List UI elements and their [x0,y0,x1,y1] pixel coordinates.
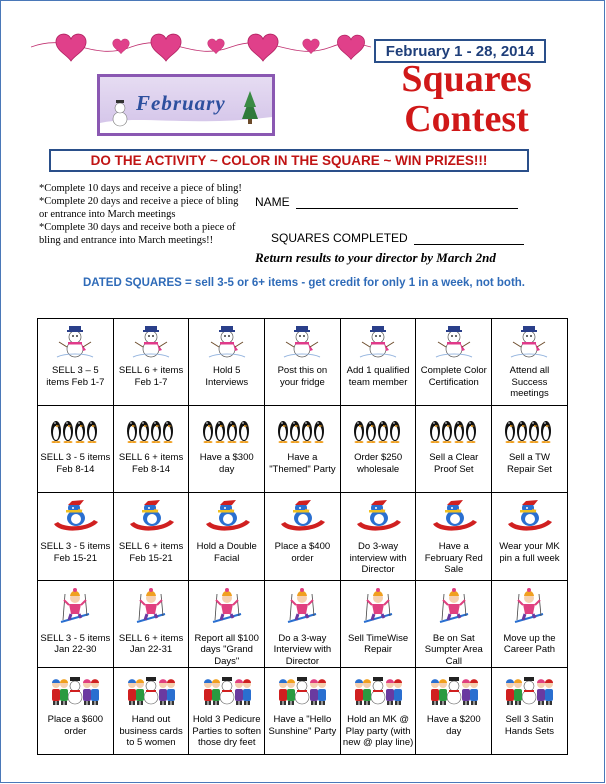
square-label: Hold an MK @ Play party (with new @ play line) [342,714,414,749]
square-label: Sell TimeWise Repair [348,632,409,656]
square-label: Have a "Themed" Party [269,452,336,475]
contest-square[interactable] [265,668,341,755]
contest-square[interactable] [340,319,416,406]
contest-square[interactable] [340,668,416,755]
rule-item: *Complete 10 days and receive a piece of bling! [39,183,242,194]
squares-completed-blank[interactable] [414,233,524,245]
contest-square[interactable] [416,668,492,755]
contest-square[interactable] [113,668,189,755]
contest-square[interactable] [38,668,114,755]
square-label: Order $250 wholesale [354,452,403,475]
grid-row [38,580,568,668]
square-label: Add 1 qualified team member [346,365,410,388]
rule-item: *Complete 30 days and receive both a piece of bling and entrance into March meetings!! [39,222,236,246]
penguin-sled-icon [116,498,187,539]
square-label: Do 3-way interview with Director [349,541,407,576]
penguins-icon [418,411,489,450]
square-label: Hold a Double Facial [196,541,257,564]
square-label: Move up the Career Path [503,632,556,656]
instruction-banner: DO THE ACTIVITY ~ COLOR IN THE SQUARE ~ WIN PRIZES!!! [49,149,529,172]
name-field[interactable] [255,195,518,209]
contest-square[interactable] [189,668,265,755]
contest-square[interactable] [340,493,416,580]
title-line-1: Squares [401,58,532,100]
snowman-icon [418,324,489,363]
skier-icon [40,586,111,631]
square-label: SELL 3 - 5 items Jan 22-30 [40,632,111,656]
square-label: Complete Color Certification [420,365,487,388]
penguins-icon [494,411,565,450]
contest-square[interactable] [113,493,189,580]
contest-square[interactable] [492,319,568,406]
contest-square[interactable] [189,319,265,406]
square-label: SELL 6 + items Jan 22-31 [118,632,184,656]
square-label: Sell a Clear Proof Set [429,452,479,475]
square-label: Hand out business cards to 5 women [119,714,183,749]
squares-grid [37,318,568,755]
grid-row [38,406,568,493]
square-label: SELL 6 + items Feb 1-7 [118,365,184,388]
contest-square[interactable] [340,406,416,493]
squares-completed-label: SQUARES COMPLETED [271,231,408,245]
name-blank[interactable] [296,197,518,209]
square-label: Wear your MK pin a full week [499,541,560,564]
grid-row [38,668,568,755]
penguin-sled-icon [40,498,111,539]
penguin-sled-icon [418,498,489,539]
snowman-icon [116,324,187,363]
penguin-sled-icon [267,498,338,539]
hearts-border-icon [31,27,371,67]
page-title [379,59,554,139]
contest-square[interactable] [113,319,189,406]
squares-completed-field[interactable] [271,231,524,245]
snowman-icon [191,324,262,363]
square-label: SELL 3 - 5 items Feb 8-14 [40,452,111,475]
contest-square[interactable] [38,319,114,406]
contest-square[interactable] [340,580,416,668]
february-banner-text: February [136,91,226,115]
contest-square[interactable] [416,319,492,406]
penguin-sled-icon [494,498,565,539]
contest-square[interactable] [38,406,114,493]
snowman-icon [267,324,338,363]
penguins-icon [343,411,414,450]
skier-icon [343,586,414,631]
name-label: NAME [255,195,290,209]
square-label: SELL 3 – 5 items Feb 1-7 [46,365,105,388]
penguins-icon [116,411,187,450]
square-label: Hold 3 Pedicure Parties to soften those dry feet [192,714,262,749]
penguins-icon [267,411,338,450]
contest-square[interactable] [265,319,341,406]
square-label: Attend all Success meetings [509,365,550,399]
square-label: SELL 3 - 5 items Feb 15-21 [40,541,111,564]
contest-square[interactable] [265,580,341,668]
rules-list [39,182,249,247]
skier-icon [191,586,262,631]
winter-kids-icon [494,673,565,712]
square-label: Be on Sat Sumpter Area Call [424,632,483,667]
snowman-icon [40,324,111,363]
contest-square[interactable] [38,493,114,580]
square-label: Place a $600 order [47,714,104,737]
square-label: Sell 3 Satin Hands Sets [504,714,555,737]
square-label: Have a "Hello Sunshine" Party [268,714,337,737]
square-label: Have a $200 day [426,714,481,737]
grid-row [38,319,568,406]
contest-square[interactable] [416,580,492,668]
contest-square[interactable] [189,493,265,580]
contest-square[interactable] [416,493,492,580]
snowman-icon [494,324,565,363]
contest-square[interactable] [492,406,568,493]
contest-square[interactable] [189,580,265,668]
square-label: Have a February Red Sale [424,541,483,576]
penguin-sled-icon [343,498,414,539]
title-line-2: Contest [404,98,529,140]
square-label: SELL 6 + items Feb 15-21 [118,541,184,564]
penguins-icon [40,411,111,450]
contest-square[interactable] [265,406,341,493]
dated-squares-note: DATED SQUARES = sell 3-5 or 6+ items - get credit for only 1 in a week, not both. [83,277,525,289]
square-label: Place a $400 order [274,541,331,564]
rule-item: *Complete 20 days and receive a piece of bling or entrance into March meetings [39,196,239,220]
february-banner [97,74,275,136]
square-label: SELL 6 + items Feb 8-14 [118,452,184,475]
square-label: Hold 5 Interviews [205,365,249,388]
return-note: Return results to your director by March 2nd [255,250,496,265]
date-range: February 1 - 28, 2014 [374,39,546,63]
skier-icon [116,586,187,631]
penguins-icon [191,411,262,450]
penguin-sled-icon [191,498,262,539]
winter-kids-icon [191,673,262,712]
skier-icon [418,586,489,631]
square-label: Sell a TW Repair Set [507,452,552,475]
square-label: Have a $300 day [199,452,254,475]
winter-kids-icon [267,673,338,712]
winter-kids-icon [40,673,111,712]
contest-square[interactable] [189,406,265,493]
contest-square[interactable] [113,580,189,668]
winter-kids-icon [116,673,187,712]
snowman-icon [343,324,414,363]
contest-square[interactable] [113,406,189,493]
skier-icon [494,586,565,631]
winter-kids-icon [418,673,489,712]
square-label: Report all $100 days "Grand Days" [194,632,259,667]
square-label: Post this on your fridge [277,365,328,388]
contest-square[interactable] [492,668,568,755]
grid-row [38,493,568,580]
contest-square[interactable] [38,580,114,668]
contest-square[interactable] [492,580,568,668]
contest-square[interactable] [265,493,341,580]
contest-square[interactable] [416,406,492,493]
square-label: Do a 3-way Interview with Director [273,632,332,667]
winter-kids-icon [343,673,414,712]
skier-icon [267,586,338,631]
contest-square[interactable] [492,493,568,580]
